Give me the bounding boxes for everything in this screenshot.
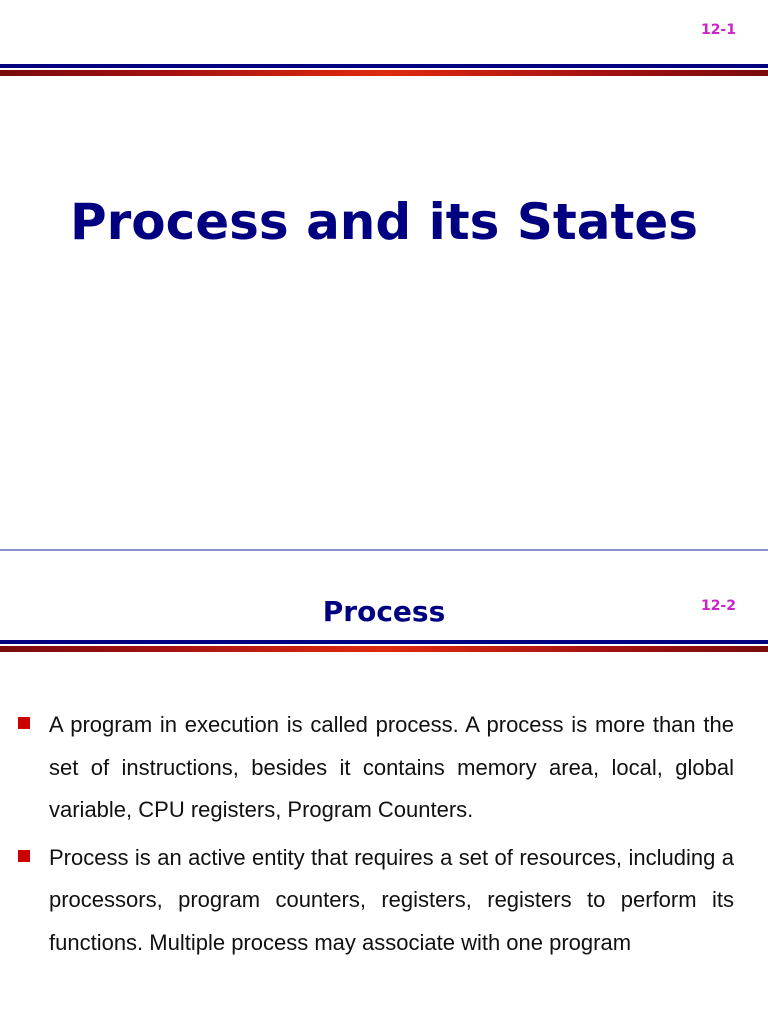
bullet-text: A program in execution is called process. A process is more than the set of instructions, besides it contains memory area, local, global variable, CPU registers, Program Counters. xyxy=(49,712,734,822)
slide-divider xyxy=(0,549,768,551)
header-rule-red xyxy=(0,646,768,652)
slide-number: 12-1 xyxy=(700,22,736,38)
slide-process xyxy=(0,552,768,1024)
square-bullet-icon xyxy=(18,850,30,862)
slide-main-title: Process and its States xyxy=(69,193,699,251)
bullet-list xyxy=(18,704,734,969)
slide-number: 12-2 xyxy=(700,598,736,614)
square-bullet-icon xyxy=(18,717,30,729)
header-rule-red xyxy=(0,70,768,76)
bullet-item xyxy=(18,837,734,965)
bullet-item xyxy=(18,704,734,832)
header-rule xyxy=(0,64,768,76)
bullet-text: Process is an active entity that requires a set of resources, including a processors, program counters, registers, registers to perform its functions. Multiple process may associate with one program xyxy=(49,844,734,955)
header-rule xyxy=(0,640,768,652)
slide-section-title: Process xyxy=(322,595,446,628)
